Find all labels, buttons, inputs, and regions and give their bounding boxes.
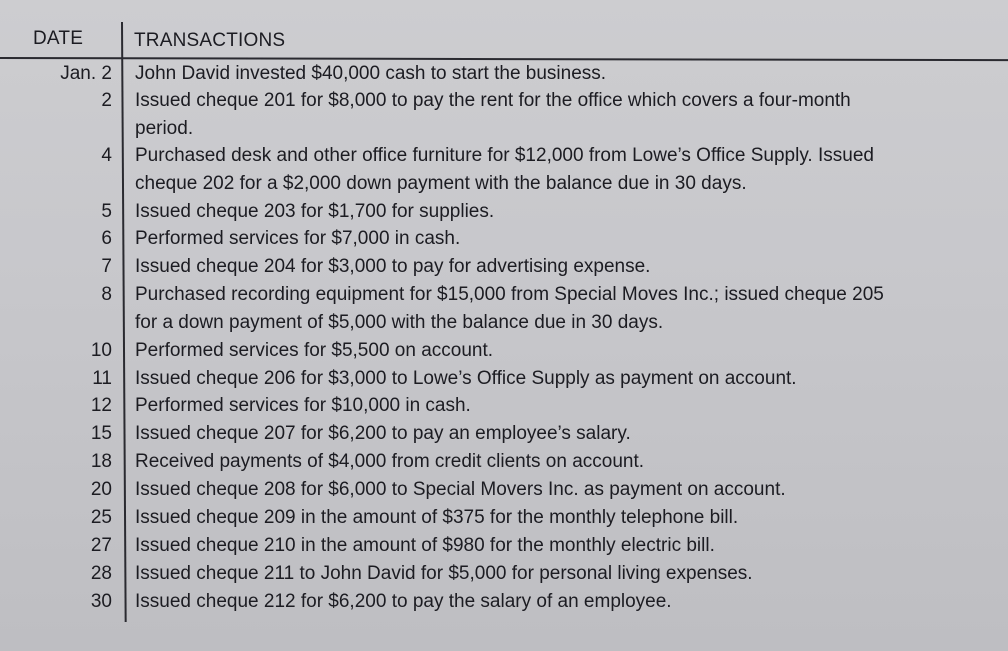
transaction-date: 2: [101, 90, 112, 111]
transaction-description: Issued cheque 201 for $8,000 to pay the rent for the office which covers a four-month period.: [135, 90, 851, 139]
transaction-date: 25: [90, 507, 112, 528]
transaction-date: 10: [90, 340, 112, 361]
transaction-date: 27: [90, 535, 112, 556]
transaction-date: 4: [101, 145, 112, 166]
transaction-description: Purchased desk and other office furniture for $12,000 from Lowe’s Office Supply. Issued cheque 202 for a $2,000 down payment with the balance due in 30 days.: [135, 145, 874, 194]
transaction-date: 12: [90, 395, 112, 416]
transaction-description: Issued cheque 203 for $1,700 for supplies.: [135, 201, 495, 222]
transaction-description: Performed services for $7,000 in cash.: [135, 228, 461, 249]
date-column-header: DATE: [33, 28, 84, 49]
column-divider-line: [121, 22, 127, 622]
transaction-date: 15: [90, 423, 112, 444]
transaction-description: Issued cheque 208 for $6,000 to Special Movers Inc. as payment on account.: [135, 479, 786, 500]
transaction-date: 18: [90, 451, 112, 472]
transaction-description: Performed services for $10,000 in cash.: [135, 395, 471, 416]
transaction-date: 11: [92, 368, 112, 389]
transaction-date: 7: [101, 256, 112, 277]
transaction-date: 8: [101, 284, 112, 305]
transaction-description: Issued cheque 210 in the amount of $980 for the monthly electric bill.: [135, 535, 715, 556]
transaction-description: Issued cheque 204 for $3,000 to pay for advertising expense.: [135, 256, 651, 277]
transaction-date: Jan. 2: [60, 63, 112, 84]
transaction-description: Issued cheque 207 for $6,200 to pay an employee’s salary.: [135, 423, 631, 444]
transaction-date: 5: [101, 201, 112, 222]
transaction-description: Received payments of $4,000 from credit clients on account.: [135, 451, 645, 472]
transaction-description: Issued cheque 212 for $6,200 to pay the salary of an employee.: [135, 591, 672, 612]
table-header: [0, 0, 1008, 58]
transaction-description: Issued cheque 206 for $3,000 to Lowe’s Office Supply as payment on account.: [135, 368, 797, 389]
transaction-date: 20: [90, 479, 112, 500]
transaction-description: Purchased recording equipment for $15,000 from Special Moves Inc.; issued cheque 205 for a down payment of $5,000 with the balance due in 30 days.: [135, 284, 884, 333]
transaction-description: Performed services for $5,500 on account.: [135, 340, 494, 361]
transaction-date: 28: [90, 563, 112, 584]
transaction-date: 6: [101, 228, 112, 249]
transaction-description: Issued cheque 211 to John David for $5,000 for personal living expenses.: [135, 563, 753, 584]
transactions-column-header: TRANSACTIONS: [134, 30, 286, 51]
transaction-date: 30: [90, 591, 112, 612]
transaction-description: John David invested $40,000 cash to start the business.: [135, 63, 607, 84]
transaction-description: Issued cheque 209 in the amount of $375 for the monthly telephone bill.: [135, 507, 739, 528]
